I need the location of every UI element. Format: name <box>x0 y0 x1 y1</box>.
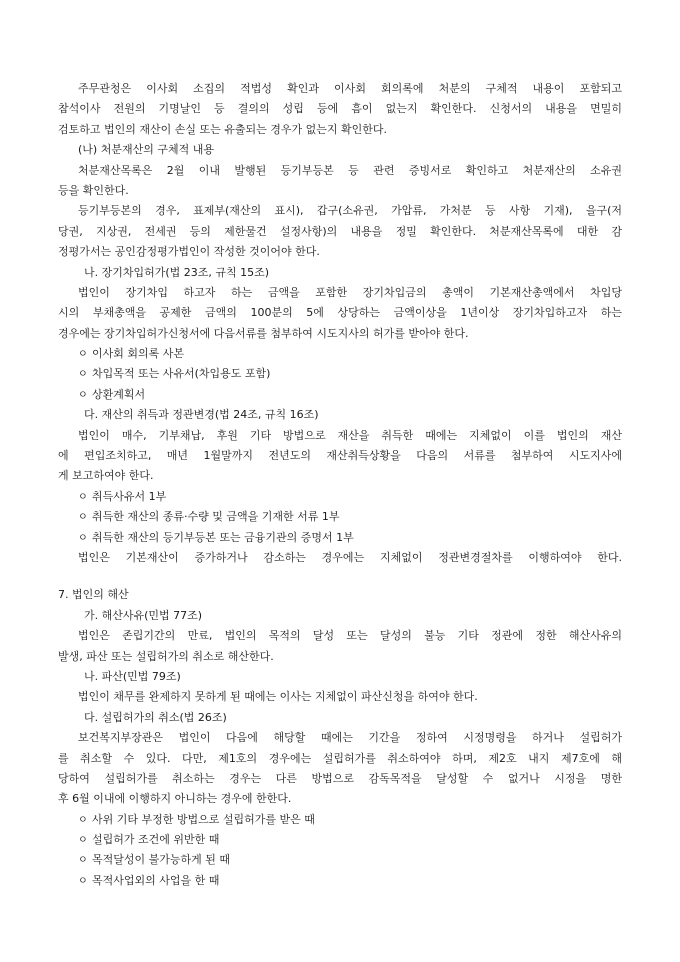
acquisition-bullet-text: 취득사유서 1부 <box>92 489 167 503</box>
revocation-line-2: 를 취소할 수 있다. 다만, 제1호의 경우에는 설립허가를 취소하여야 하며, 제2호 내지 제7호에 해 <box>58 751 622 765</box>
section-spacer <box>58 568 622 585</box>
loan-bullet-3 <box>58 385 622 405</box>
disposal-para2-line-2: 당권, 지상권, 전세권 등의 제한물건 설정사항)의 내용을 정밀 확인한다. 처분재산목록에 대한 감 <box>58 224 622 238</box>
dissolution-reasons-line-2: 발생, 파산 또는 설립허가의 취소로 해산한다. <box>58 649 274 663</box>
revocation-line-3: 당하여 설립허가를 취소하는 경우는 다른 방법으로 감독목적을 달성할 수 없거나 시정을 명한 <box>58 771 622 785</box>
acquisition-heading: 다. 재산의 취득과 정관변경(법 24조, 규칙 16조) <box>84 408 319 422</box>
loan-line-2: 시의 부채총액을 공제한 금액의 100분의 5에 상당하는 금액이상을 1년이상 장기차입하고자 하는 <box>58 306 622 320</box>
revocation-bullet-4 <box>58 871 622 891</box>
disposal-para2-line-1: 등기부등본의 경우, 표제부(재산의 표시), 갑구(소유권, 가압류, 가처분 등 사항 기재), 을구(저 <box>78 204 622 218</box>
acquisition-line-2: 에 편입조치하고, 매년 1월말까지 전년도의 재산취득상황을 다음의 서류를 첨부하여 시도지사에 <box>58 449 622 463</box>
loan-line-3: 경우에는 장기차입허가신청서에 다음서류를 첨부하여 시도지사의 허가를 받아야 한다. <box>58 326 469 340</box>
intro-line-2: 참석이사 전원의 기명날인 등 결의의 성립 등에 흠이 없는지 확인한다. 신청서의 내용을 면밀히 <box>58 102 622 116</box>
acquisition-bullet-text: 취득한 재산의 등기부등본 또는 금융기관의 증명서 1부 <box>92 530 354 544</box>
acquisition-line-3: 게 보고하여야 한다. <box>58 469 154 483</box>
intro-line-1: 주무관청은 이사회 소집의 적법성 확인과 이사회 회의록에 처분의 구체적 내용이 포함되고 <box>78 82 622 95</box>
dissolution-title: 7. 법인의 해산 <box>58 588 129 602</box>
hollow-circle-bullet-icon: ㅇ <box>78 389 88 401</box>
loan-bullet-text: 상환계획서 <box>92 387 146 401</box>
revocation-line-1: 보건복지부장관은 법인이 다음에 해당할 때에는 기간을 정하여 시정명령을 하거나 설립허가 <box>78 731 622 745</box>
disposal-para1-line-2: 등을 확인한다. <box>58 183 129 197</box>
revocation-bullet-2 <box>58 830 622 850</box>
loan-line-1: 법인이 장기차입 하고자 하는 금액을 포함한 장기차입금의 총액이 기본재산총액에서 차입당 <box>78 285 622 299</box>
bankruptcy-heading: 나. 파산(민법 79조) <box>84 669 181 683</box>
acquisition-closing: 법인은 기본재산이 증가하거나 감소하는 경우에는 지체없이 정관변경절차를 이행하여야 한다. <box>78 550 622 564</box>
acquisition-bullet-3 <box>58 528 622 548</box>
hollow-circle-bullet-icon: ㅇ <box>78 349 88 361</box>
hollow-circle-bullet-icon: ㅇ <box>78 835 88 847</box>
disposal-para2-line-3: 정평가서는 공인감정평가법인이 작성한 것이어야 한다. <box>58 245 320 259</box>
revocation-bullet-3 <box>58 850 622 870</box>
disposal-para1-line-1: 처분재산목록은 2월 이내 발행된 등기부등본 등 관련 증빙서로 확인하고 처분재산의 소유권 <box>78 163 622 177</box>
revocation-line-4: 후 6월 이내에 이행하지 아니하는 경우에 한한다. <box>58 792 292 806</box>
revocation-bullet-text: 목적사업외의 사업을 한 때 <box>92 873 220 887</box>
loan-bullet-text: 이사회 회의록 사본 <box>92 347 185 361</box>
loan-bullet-1 <box>58 344 622 364</box>
dissolution-reasons-line-1: 법인은 존립기간의 만료, 법인의 목적의 달성 또는 달성의 불능 기타 정관에 정한 해산사유의 <box>78 629 622 643</box>
revocation-bullet-text: 설립허가 조건에 위반한 때 <box>92 833 220 847</box>
revocation-bullet-text: 목적달성이 불가능하게 된 때 <box>92 853 231 867</box>
acquisition-bullet-text: 취득한 재산의 종류·수량 및 금액을 기재한 서류 1부 <box>92 510 340 524</box>
bankruptcy-line: 법인이 채무를 완제하지 못하게 된 때에는 이사는 지체없이 파산신청을 하여야 한다. <box>78 690 478 704</box>
hollow-circle-bullet-icon: ㅇ <box>78 855 88 867</box>
loan-bullet-2 <box>58 364 622 384</box>
revocation-heading: 다. 설립허가의 취소(법 26조) <box>84 710 227 724</box>
hollow-circle-bullet-icon: ㅇ <box>78 814 88 826</box>
hollow-circle-bullet-icon: ㅇ <box>78 369 88 381</box>
acquisition-bullet-2 <box>58 507 622 527</box>
loan-heading: 나. 장기차입허가(법 23조, 규칙 15조) <box>84 265 270 279</box>
revocation-bullet-text: 사위 기타 부정한 방법으로 설립허가를 받은 때 <box>92 812 315 826</box>
hollow-circle-bullet-icon: ㅇ <box>78 512 88 524</box>
disposal-heading: (나) 처분재산의 구체적 내용 <box>78 143 214 157</box>
intro-line-3: 검토하고 법인의 재산이 손실 또는 유출되는 경우가 없는지 확인한다. <box>58 122 387 136</box>
hollow-circle-bullet-icon: ㅇ <box>78 875 88 887</box>
dissolution-reasons-heading: 가. 해산사유(민법 77조) <box>84 608 203 622</box>
hollow-circle-bullet-icon: ㅇ <box>78 491 88 503</box>
loan-bullet-text: 차입목적 또는 사유서(차입용도 포함) <box>92 367 271 381</box>
hollow-circle-bullet-icon: ㅇ <box>78 532 88 544</box>
acquisition-bullet-1 <box>58 487 622 507</box>
revocation-bullet-1 <box>58 810 622 830</box>
acquisition-line-1: 법인이 매수, 기부채납, 후원 기타 방법으로 재산을 취득한 때에는 지체없이 이를 법인의 재산 <box>78 428 622 442</box>
